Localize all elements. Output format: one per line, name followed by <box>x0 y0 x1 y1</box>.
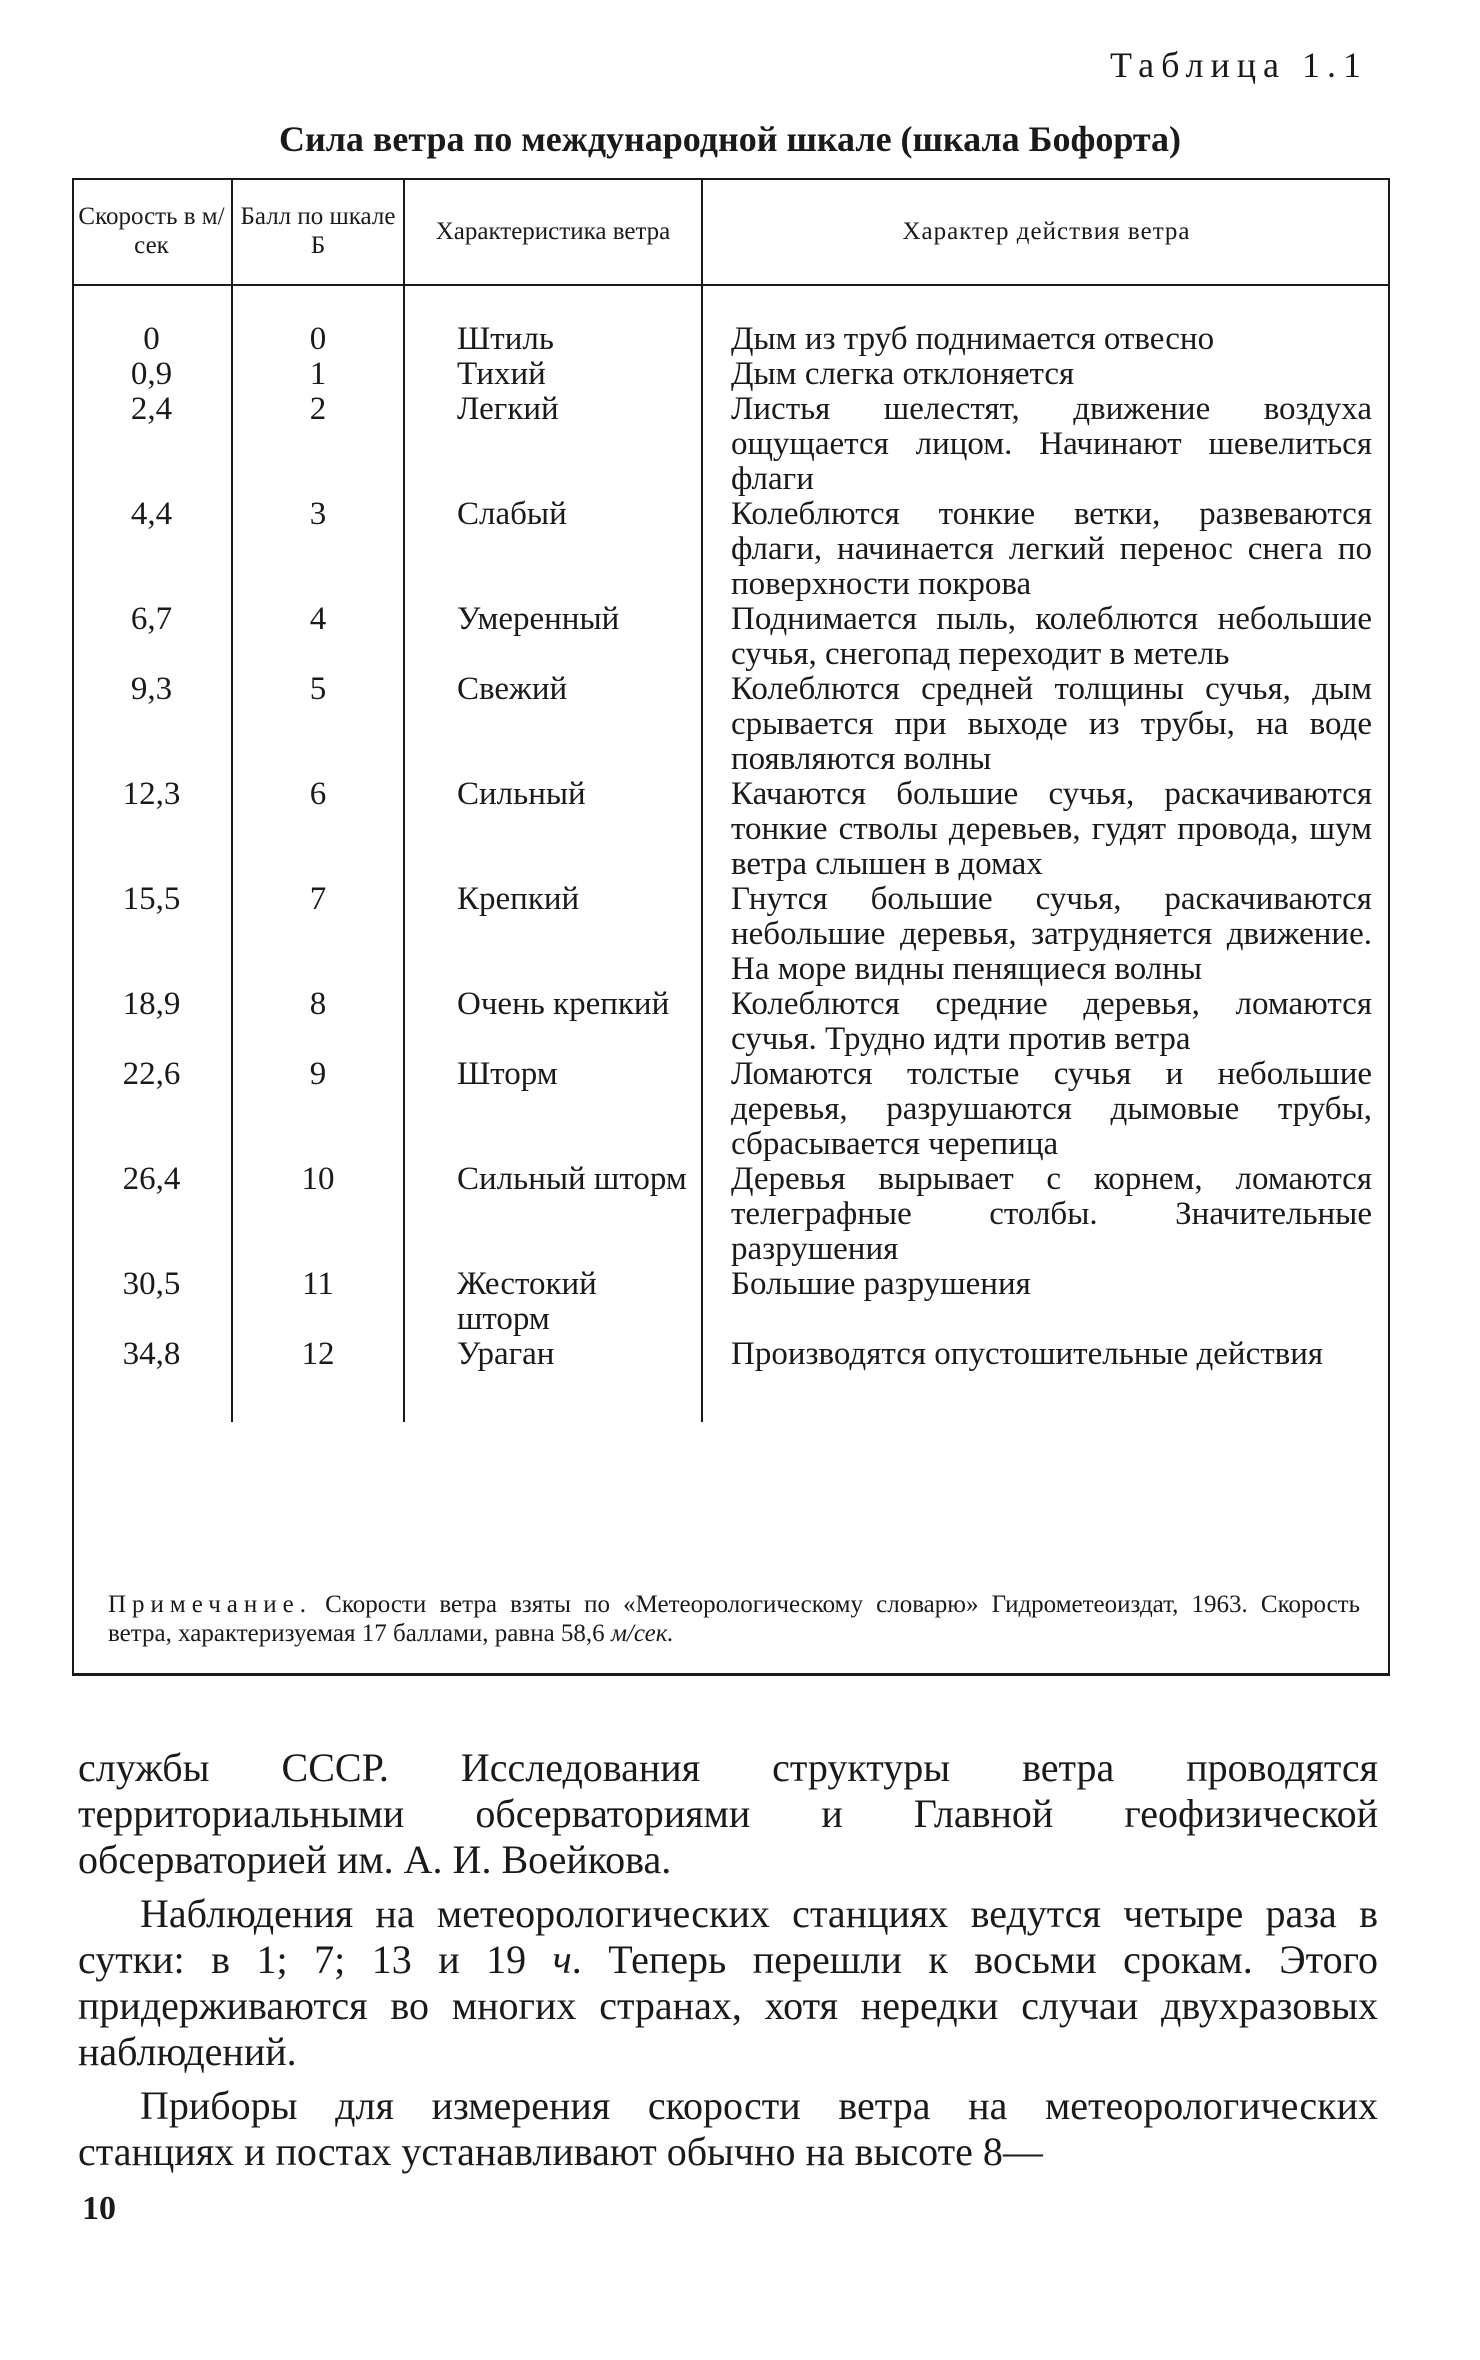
table-header-row <box>72 178 1390 285</box>
effect-cell: Колеблются тонкие ветки, развеваются флаги, начинается легкий перенос снега по поверхности покрова <box>731 496 1372 602</box>
table-row <box>72 357 1390 392</box>
table-row <box>72 1337 1390 1372</box>
characteristic-cell: Легкий <box>404 392 702 497</box>
speed-cell: 26,4 <box>72 1162 232 1267</box>
beaufort-table <box>72 178 1390 1422</box>
effect-cell: Большие разрушения <box>731 1266 1031 1302</box>
characteristic-cell: Крепкий <box>404 882 702 987</box>
ball-cell: 8 <box>232 987 404 1057</box>
column-header-ball: Балл по шкале Б <box>232 178 404 285</box>
speed-cell: 15,5 <box>72 882 232 987</box>
column-header-characteristic: Характеристика ветра <box>404 178 702 285</box>
characteristic-cell: Сильный шторм <box>404 1162 702 1267</box>
ball-cell: 3 <box>232 497 404 602</box>
effect-cell: Дым из труб поднимается отвесно <box>731 321 1215 357</box>
ball-cell: 4 <box>232 602 404 672</box>
effect-cell: Поднимается пыль, колеблются небольшие сучья, снегопад переходит в метель <box>731 601 1372 672</box>
speed-cell: 22,6 <box>72 1057 232 1162</box>
table-row <box>72 1162 1390 1267</box>
effect-cell: Листья шелестят, движение воздуха ощущается лицом. Начинают шевелиться флаги <box>731 391 1372 497</box>
effect-cell: Дым слегка отклоняется <box>731 356 1075 392</box>
speed-cell: 18,9 <box>72 987 232 1057</box>
characteristic-cell: Умеренный <box>404 602 702 672</box>
ball-cell: 7 <box>232 882 404 987</box>
speed-cell: 30,5 <box>72 1267 232 1337</box>
characteristic-cell: Очень крепкий <box>404 987 702 1057</box>
effect-cell: Производятся опустошительные действия <box>731 1336 1324 1372</box>
characteristic-cell: Слабый <box>404 497 702 602</box>
note-text: Скорости ветра взяты по «Метеорологическому словарю» Гидрометеоиздат, 1963. Скорость ветра, характеризуемая 17 баллами, равна 58,6 <box>108 1591 1361 1647</box>
note-label: Примечание. <box>108 1591 313 1618</box>
table-row <box>72 882 1390 987</box>
paragraph: Наблюдения на метеорологических станциях ведутся четыре раза в сутки: в 1; 7; 13 и 19 ч. Теперь перешли к восьми срокам. Этого придерживаются во многих странах, хотя нередки случаи двухразовых наблюдений. <box>78 1891 1379 2074</box>
ball-cell: 2 <box>232 392 404 497</box>
table-row <box>72 1267 1390 1337</box>
table-row <box>72 392 1390 497</box>
effect-cell: Гнутся большие сучья, раскачиваются небольшие деревья, затрудняется движение. На море видны пенящиеся волны <box>731 881 1372 987</box>
ball-cell: 5 <box>232 672 404 777</box>
speed-cell: 9,3 <box>72 672 232 777</box>
table-note <box>108 1590 1360 1648</box>
paragraph: службы СССР. Исследования структуры ветра проводятся территориальными обсерваториями и Главной геофизической обсерваторией им. А. И. Воейкова. <box>78 1745 1378 1882</box>
characteristic-cell: Шторм <box>404 1057 702 1162</box>
speed-cell: 4,4 <box>72 497 232 602</box>
ball-cell: 12 <box>232 1337 404 1372</box>
characteristic-cell: Жестокий шторм <box>404 1267 702 1337</box>
table-row <box>72 497 1390 602</box>
characteristic-cell: Сильный <box>404 777 702 882</box>
speed-cell: 34,8 <box>72 1337 232 1372</box>
characteristic-cell: Тихий <box>404 357 702 392</box>
characteristic-cell: Ураган <box>404 1337 702 1372</box>
column-header-effect: Характер действия ветра <box>702 178 1390 285</box>
effect-cell: Деревья вырывает с корнем, ломаются телеграфные столбы. Значительные разрушения <box>731 1161 1372 1267</box>
page-number: 10 <box>82 2190 116 2227</box>
ball-cell: 0 <box>232 285 404 357</box>
characteristic-cell: Штиль <box>404 285 702 357</box>
ball-cell: 9 <box>232 1057 404 1162</box>
speed-cell: 0,9 <box>72 357 232 392</box>
paragraph: Приборы для измерения скорости ветра на метеорологических станциях и постах устанавливают обычно на высоте 8— <box>78 2083 1378 2174</box>
body-text <box>78 1745 1378 2175</box>
ball-cell: 10 <box>232 1162 404 1267</box>
table-row <box>72 777 1390 882</box>
table-title: Сила ветра по международной шкале (шкала Бофорта) <box>278 119 1182 159</box>
note-unit: м/сек. <box>610 1620 674 1647</box>
ball-cell: 1 <box>232 357 404 392</box>
effect-cell: Качаются большие сучья, раскачиваются тонкие стволы деревьев, гудят провода, шум ветра слышен в домах <box>731 776 1372 882</box>
effect-cell: Колеблются средней толщины сучья, дым срывается при выходе из трубы, на воде появляются волны <box>731 671 1372 777</box>
effect-cell: Ломаются толстые сучья и небольшие деревья, разрушаются дымовые трубы, сбрасывается черепица <box>731 1056 1372 1162</box>
speed-cell: 12,3 <box>72 777 232 882</box>
ball-cell: 6 <box>232 777 404 882</box>
effect-cell: Колеблются средние деревья, ломаются сучья. Трудно идти против ветра <box>731 986 1372 1057</box>
ball-cell: 11 <box>232 1267 404 1337</box>
table-number-label: Таблица 1.1 <box>1110 45 1368 85</box>
speed-cell: 0 <box>72 285 232 357</box>
table-row <box>72 285 1390 357</box>
speed-cell: 6,7 <box>72 602 232 672</box>
table-row <box>72 1057 1390 1162</box>
column-header-speed: Скорость в м/сек <box>72 178 232 285</box>
table-spacer-row <box>72 1372 1390 1422</box>
table-row <box>72 672 1390 777</box>
table-row <box>72 987 1390 1057</box>
table-row <box>72 602 1390 672</box>
speed-cell: 2,4 <box>72 392 232 497</box>
characteristic-cell: Свежий <box>404 672 702 777</box>
